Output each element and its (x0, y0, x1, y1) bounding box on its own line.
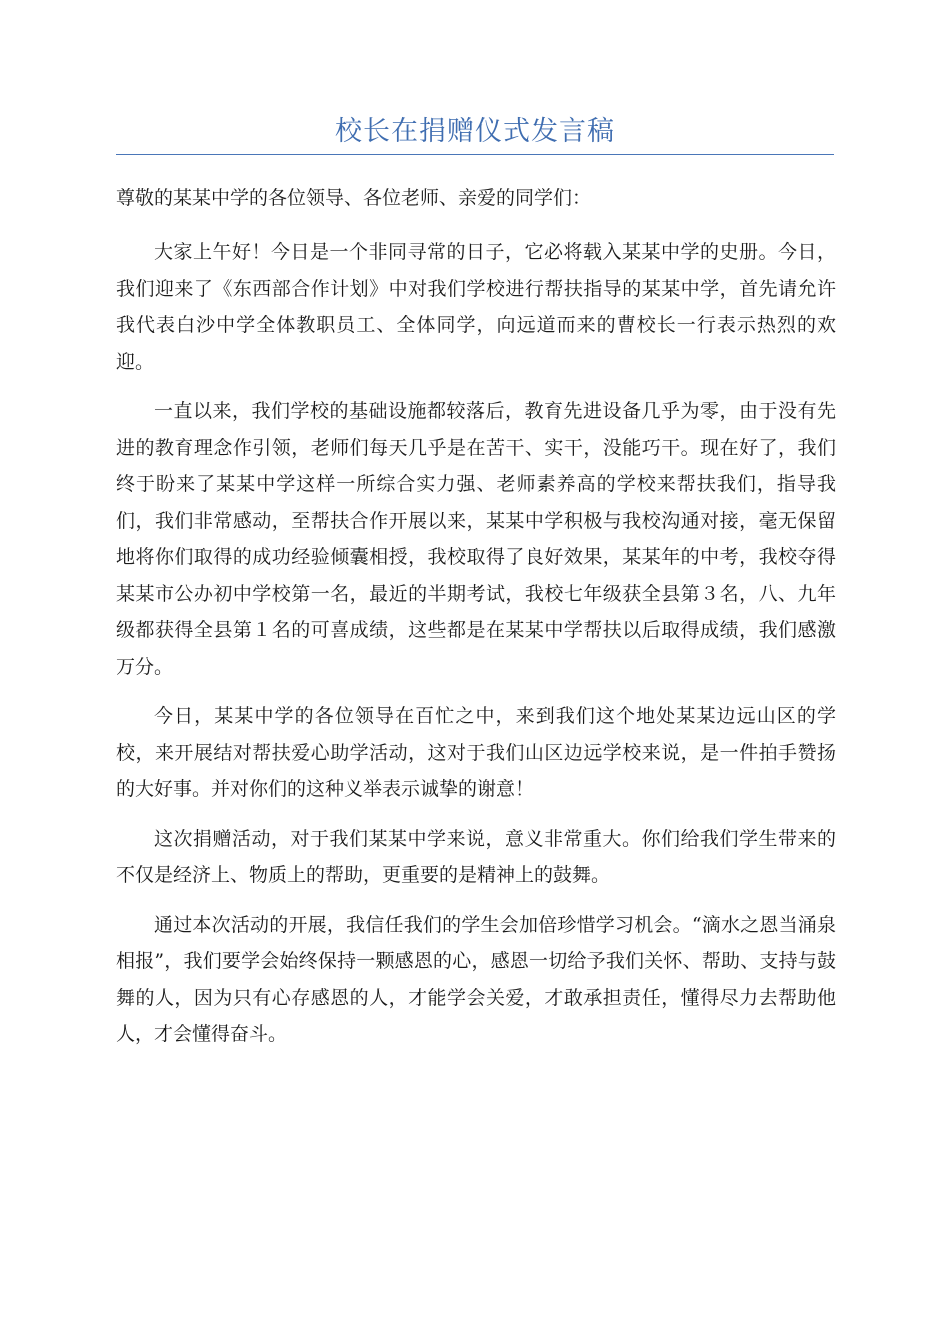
paragraph-4: 这次捐赠活动，对于我们某某中学来说，意义非常重大。你们给我们学生带来的不仅是经济上、物质上的帮助，更重要的是精神上的鼓舞。 (116, 827, 836, 886)
paragraph-1: 大家上午好！今日是一个非同寻常的日子，它必将载入某某中学的史册。今日，我们迎来了《东西部合作计划》中对我们学校进行帮扶指导的某某中学，首先请允许我代表白沙中学全体教职员工、全体同学，向远道而来的曹校长一行表示热烈的欢迎。 (116, 241, 836, 373)
paragraph-2: 一直以来，我们学校的基础设施都较落后，教育先进设备几乎为零，由于没有先进的教育理念作引领，老师们每天几乎是在苦干、实干，没能巧干。现在好了，我们终于盼来了某某中学这样一所综合实力强、老师素养高的学校来帮扶我们，指导我们，我们非常感动，至帮扶合作开展以来，某某中学积极与我校沟通对接，毫无保留地将你们取得的成功经验倾囊相授，我校取得了良好效果，某某年的中考，我校夺得某某市公办初中学校第一名，最近的半期考试，我校七年级获全县第３名，八、九年级都获得全县第１名的可喜成绩，这些都是在某某中学帮扶以后取得成绩，我们感激万分。 (116, 400, 836, 678)
document-body (116, 176, 836, 1066)
document-title: 校长在捐赠仪式发言稿 (335, 116, 615, 147)
salutation: 尊敬的某某中学的各位领导、各位老师、亲爱的同学们： (116, 187, 592, 209)
paragraph-5: 通过本次活动的开展，我信任我们的学生会加倍珍惜学习机会。“滴水之恩当涌泉相报”，我们要学会始终保持一颗感恩的心，感恩一切给予我们关怀、帮助、支持与鼓舞的人，因为只有心存感恩的人，才能学会关爱，才敢承担责任，懂得尽力去帮助他人，才会懂得奋斗。 (116, 913, 836, 1045)
title-underline (116, 154, 834, 155)
paragraph-3: 今日，某某中学的各位领导在百忙之中，来到我们这个地处某某边远山区的学校，来开展结对帮扶爱心助学活动，这对于我们山区边远学校来说，是一件拍手赞扬的大好事。并对你们的这种义举表示诚挚的谢意！ (116, 705, 836, 800)
